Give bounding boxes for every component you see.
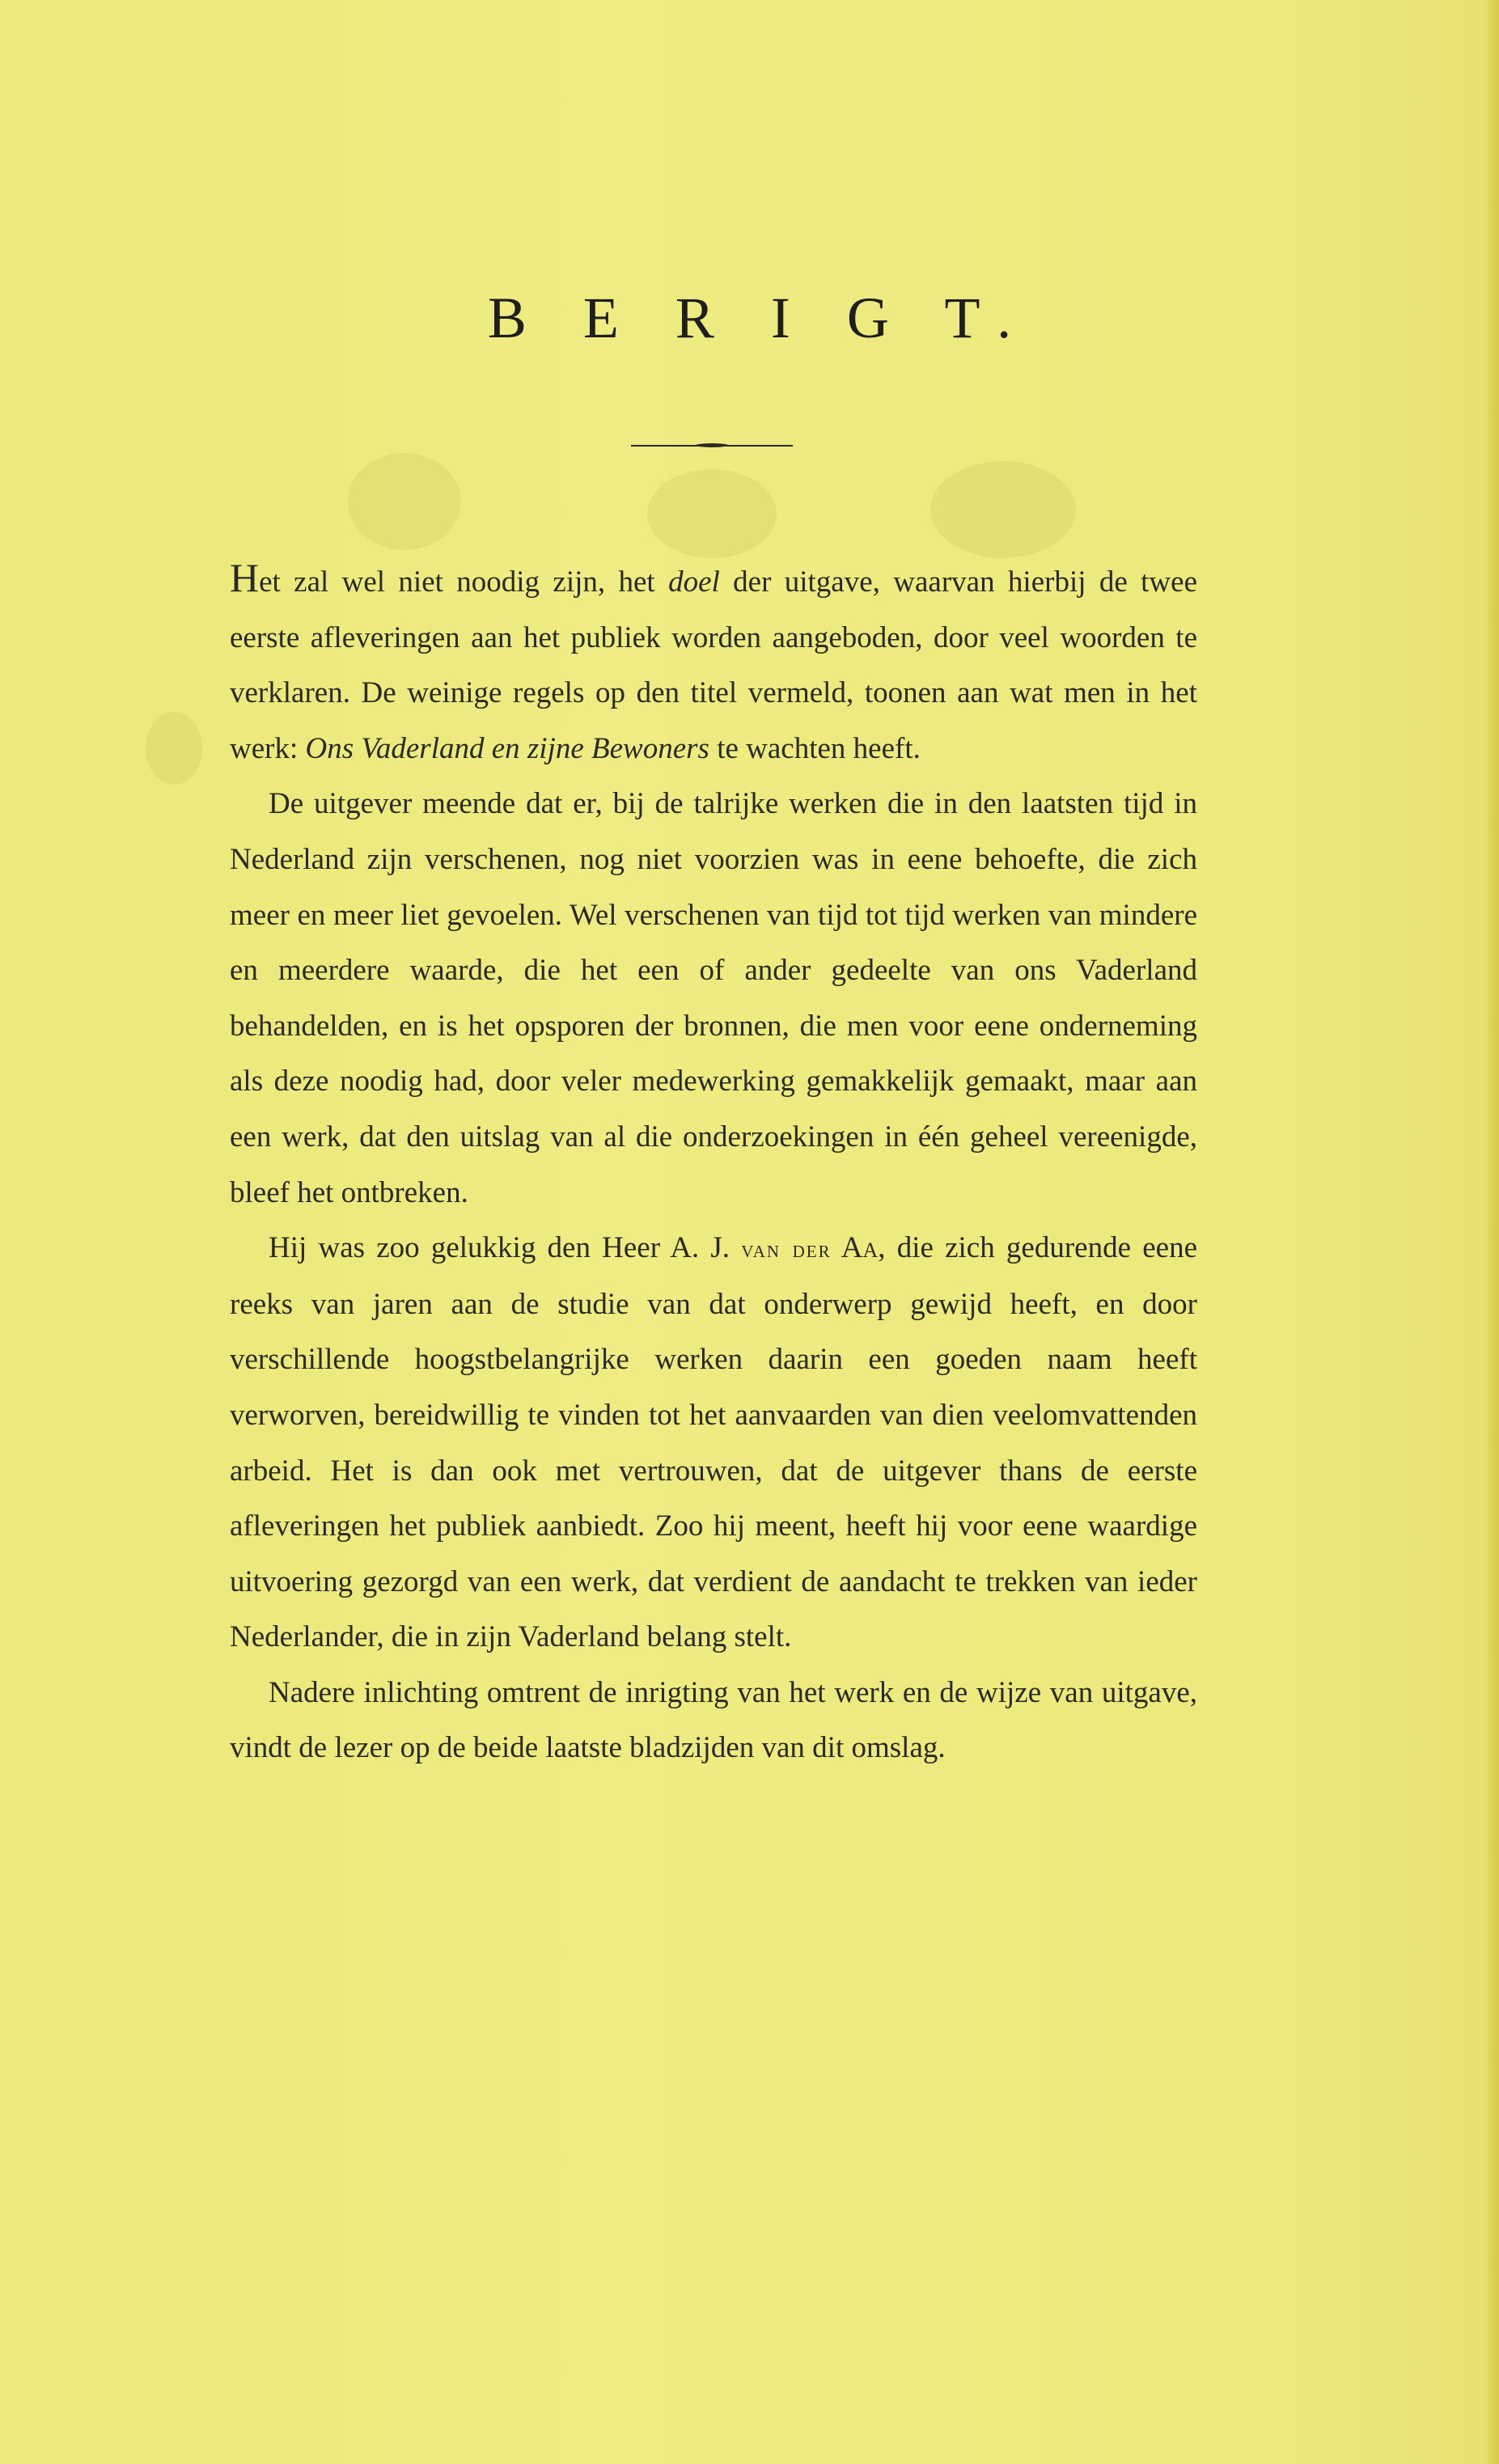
paper-stain — [647, 469, 777, 558]
book-title: Ons Vaderland en zijne Bewoners — [305, 731, 709, 765]
paper-stain — [146, 712, 202, 785]
author-name-particle: van der — [741, 1235, 832, 1264]
author-name-surname: Aa — [831, 1231, 879, 1265]
paragraph-3-text-a: Hij was zoo gelukkig den Heer A. J. — [269, 1231, 742, 1265]
paragraph-1 — [230, 550, 1197, 777]
paragraph-3 — [230, 1221, 1197, 1666]
page-edge — [1488, 0, 1499, 2464]
paragraph-1-text-c: te wachten heeft. — [709, 731, 921, 765]
emphasis-doel: doel — [668, 565, 720, 599]
paragraph-1-text-a: et zal wel niet noodig zijn, het — [259, 565, 669, 599]
drop-capital: H — [230, 555, 260, 600]
body-text — [230, 550, 1197, 1776]
paragraph-1-text-b: der uitgave, waarvan hierbij de twee eerste afleveringen aan het publiek worden aangeboden, door veel woorden te verklaren. De weinige regels op den titel vermeld, toonen aan wat men in het werk: — [230, 565, 1197, 765]
paragraph-3-text-b: , die zich gedurende eene reeks van jaren aan de studie van dat onderwerp gewijd heeft, en door verschillende hoogstbelangrijke werken daarin een goeden naam heeft verworven, bereidwillig te vinden tot het aanvaarden van dien veelomvattenden arbeid. Het is dan ook met vertrouwen, dat de uitgever thans de eerste afleveringen het publiek aanbiedt. Zoo hij meent, heeft hij voor eene waardige uitvoering gezorgd van een werk, dat verdient de aandacht te trekken van ieder Nederlander, die in zijn Vaderland belang stelt. — [230, 1231, 1197, 1654]
paper-stain — [930, 461, 1076, 558]
title-divider — [631, 445, 793, 447]
paragraph-2: De uitgever meende dat er, bij de talrijke werken die in den laatsten tijd in Nederland zijn verschenen, nog niet voorzien was in eene behoefte, die zich meer en meer liet gevoelen. Wel verschenen van tijd tot tijd werken van mindere en meerdere waarde, die het een of ander gedeelte van ons Vaderland behandelden, en is het opsporen der bronnen, die men voor eene onderneming als deze noodig had, door veler medewerking gemakkelijk gemaakt, maar aan een werk, dat den uitslag van al die onderzoekingen in één geheel vereenigde, bleef het ontbreken. — [230, 787, 1197, 1209]
paragraph-4: Nadere inlichting omtrent de inrigting van het werk en de wijze van uitgave, vindt de lezer op de beide laatste bladzijden van dit omslag. — [230, 1675, 1197, 1765]
paper-stain — [348, 453, 461, 550]
page-title: B E R I G T. — [487, 286, 1033, 350]
